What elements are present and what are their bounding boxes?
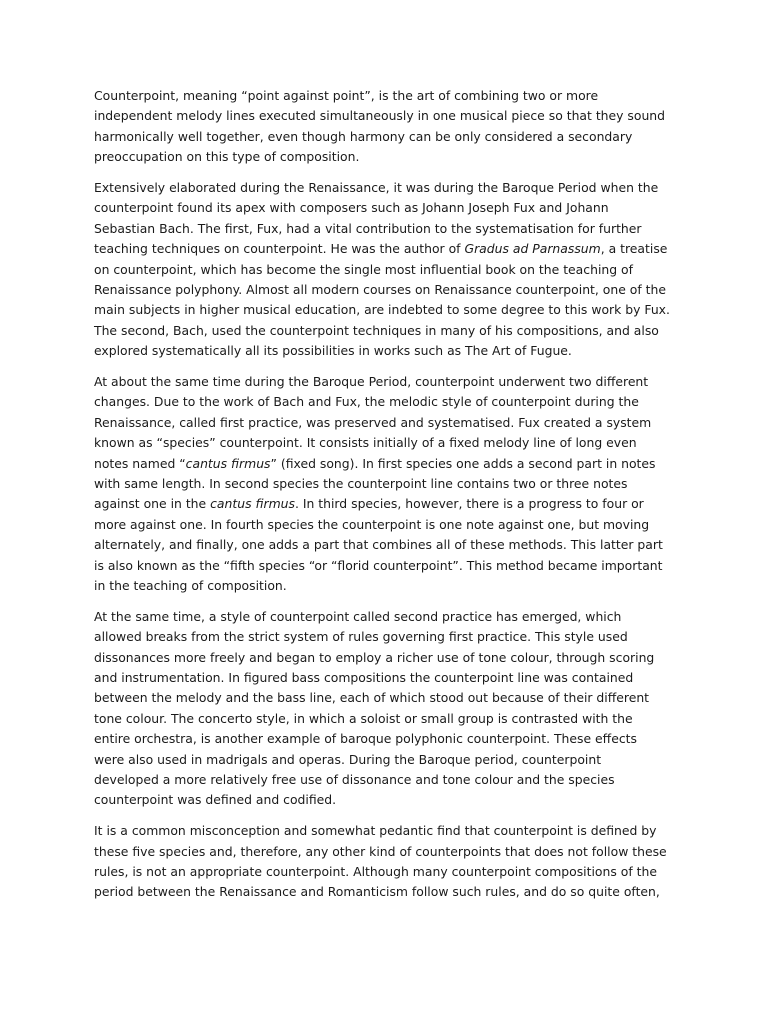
text-segment: with same length. In second species the counterpoint line contains two or three notes	[94, 476, 628, 492]
paragraph-3	[94, 372, 680, 596]
text-segment: Renaissance polyphony. Almost all modern courses on Renaissance counterpoint, one of the	[94, 282, 666, 298]
text-segment: ” (fixed song). In first species one adds a second part in notes	[270, 455, 656, 471]
italic-text: cantus firmus	[185, 455, 271, 471]
text-segment: more against one. In fourth species the counterpoint is one note against one, but moving	[94, 516, 650, 532]
text-segment: teaching techniques on counterpoint. He was the author of	[94, 241, 465, 257]
text-segment: is also known as the “fifth species “or “florid counterpoint”. This method became important	[94, 557, 663, 573]
paragraph-1	[94, 86, 680, 168]
text-line	[94, 688, 680, 708]
text-line	[94, 147, 680, 167]
text-line	[94, 750, 680, 770]
italic-text: Gradus ad Parnassum	[464, 241, 601, 257]
text-segment: entire orchestra, is another example of baroque polyphonic counterpoint. These effects	[94, 731, 637, 747]
text-segment: independent melody lines executed simultaneously in one musical piece so that they sound	[94, 108, 666, 124]
text-line	[94, 607, 680, 627]
text-line	[94, 709, 680, 729]
text-line	[94, 648, 680, 668]
text-line	[94, 198, 680, 218]
text-line	[94, 372, 680, 392]
text-line	[94, 494, 680, 514]
text-segment: dissonances more freely and began to employ a richer use of tone colour, through scoring	[94, 649, 655, 665]
text-line	[94, 882, 680, 902]
text-segment: changes. Due to the work of Bach and Fux, the melodic style of counterpoint during the	[94, 394, 639, 410]
paragraph-2	[94, 178, 680, 362]
text-segment: notes named “	[94, 455, 186, 471]
text-line	[94, 127, 680, 147]
text-segment: The second, Bach, used the counterpoint techniques in many of his compositions, and also	[94, 322, 659, 338]
text-line	[94, 178, 680, 198]
text-segment: between the melody and the bass line, each of which stood out because of their different	[94, 690, 650, 706]
text-segment: counterpoint was defined and codified.	[94, 792, 337, 808]
text-line	[94, 729, 680, 749]
text-line	[94, 321, 680, 341]
text-segment: these five species and, therefore, any other kind of counterpoints that does not follow these	[94, 843, 667, 859]
text-segment: developed a more relatively free use of dissonance and tone colour and the species	[94, 772, 615, 787]
text-segment: alternately, and finally, one adds a part that combines all of these methods. This latter part	[94, 537, 663, 553]
text-line	[94, 790, 680, 810]
text-line	[94, 627, 680, 647]
text-segment: rules, is not an appropriate counterpoint. Although many counterpoint compositions of the	[94, 864, 657, 880]
text-line	[94, 770, 680, 790]
text-segment: explored systematically all its possibilities in works such as The Art of Fugue.	[94, 343, 572, 359]
text-segment: known as “species” counterpoint. It consists initially of a fixed melody line of long even	[94, 435, 637, 451]
text-line	[94, 821, 680, 841]
text-segment: on counterpoint, which has become the single most influential book on the teaching of	[94, 261, 633, 277]
text-line	[94, 433, 680, 453]
text-line	[94, 668, 680, 688]
text-segment: Renaissance, called first practice, was preserved and systematised. Fux created a system	[94, 414, 652, 430]
text-segment: It is a common misconception and somewhat pedantic find that counterpoint is defined by	[94, 823, 657, 839]
paragraph-5	[94, 821, 680, 903]
text-segment: were also used in madrigals and operas. During the Baroque period, counterpoint	[94, 751, 602, 767]
text-line	[94, 341, 680, 361]
text-segment: preoccupation on this type of composition.	[94, 149, 360, 165]
text-segment: . In third species, however, there is a progress to four or	[294, 496, 644, 512]
text-segment: At about the same time during the Baroque Period, counterpoint underwent two different	[94, 374, 649, 390]
text-line	[94, 556, 680, 576]
text-line	[94, 260, 680, 280]
text-segment: in the teaching of composition.	[94, 577, 287, 593]
italic-text: cantus firmus	[210, 496, 295, 512]
text-segment: main subjects in higher musical education, are indebted to some degree to this work by Fux.	[94, 302, 670, 318]
text-line	[94, 392, 680, 412]
text-line	[94, 862, 680, 882]
text-segment: tone colour. The concerto style, in which a soloist or small group is contrasted with the	[94, 710, 633, 726]
text-line	[94, 219, 680, 239]
text-line	[94, 280, 680, 300]
text-segment: against one in the	[94, 496, 211, 512]
document-body	[94, 86, 680, 913]
text-line	[94, 454, 680, 474]
text-segment: At the same time, a style of counterpoint called second practice has emerged, which	[94, 608, 622, 624]
text-segment: , a treatise	[600, 241, 668, 257]
text-segment: counterpoint found its apex with composers such as Johann Joseph Fux and Johann	[94, 200, 609, 216]
text-segment: period between the Renaissance and Romanticism follow such rules, and do so quite often,	[94, 884, 660, 900]
text-line	[94, 576, 680, 596]
text-line	[94, 300, 680, 320]
text-segment: harmonically well together, even though harmony can be only considered a secondary	[94, 128, 633, 144]
text-segment: and instrumentation. In figured bass compositions the counterpoint line was contained	[94, 670, 634, 686]
text-line	[94, 106, 680, 126]
text-line	[94, 86, 680, 106]
text-line	[94, 474, 680, 494]
text-line	[94, 239, 680, 259]
text-segment: Sebastian Bach. The first, Fux, had a vital contribution to the systematisation for further	[94, 220, 642, 236]
text-line	[94, 515, 680, 535]
text-segment: allowed breaks from the strict system of rules governing first practice. This style used	[94, 629, 628, 645]
text-line	[94, 413, 680, 433]
text-segment: Counterpoint, meaning “point against point”, is the art of combining two or more	[94, 88, 599, 103]
paragraph-4	[94, 607, 680, 811]
text-line	[94, 535, 680, 555]
text-line	[94, 842, 680, 862]
text-segment: Extensively elaborated during the Renaissance, it was during the Baroque Period when the	[94, 180, 659, 196]
